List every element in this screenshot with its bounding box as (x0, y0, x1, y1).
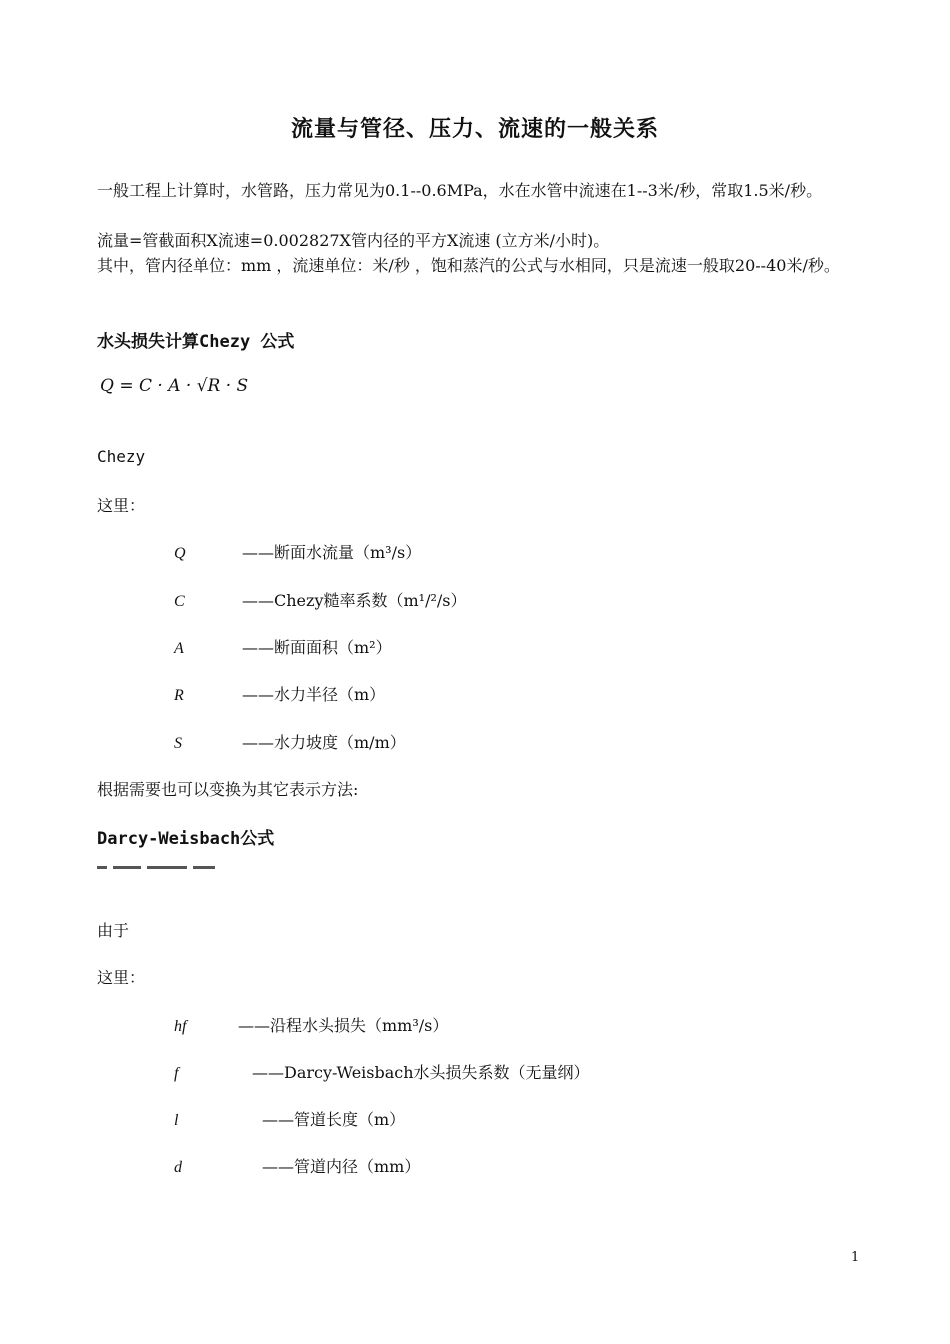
chezy-formula-text: Q = C · A · √R · S (100, 376, 249, 396)
def-symbol: l (174, 1112, 179, 1129)
intro-paragraph-3: 其中，管内径单位：mm ，流速单位：米/秒 ，饱和蒸汽的公式与水相同，只是流速一般取20--40米/秒。 (97, 256, 840, 275)
chezy-def-r (174, 682, 385, 705)
darcy-def-d (174, 1154, 420, 1177)
chezy-where-label: 这里： (97, 496, 146, 515)
chezy-def-s (174, 730, 406, 753)
def-description: ——管道长度（m） (262, 1110, 406, 1129)
darcy-def-l (174, 1107, 405, 1130)
chezy-def-q (174, 540, 421, 563)
chezy-def-c (174, 588, 466, 611)
chezy-def-a (174, 635, 392, 658)
def-description: ——水力坡度（m/m） (242, 733, 406, 752)
conversion-note: 根据需要也可以变换为其它表示方法: (97, 780, 359, 799)
def-symbol: hf (174, 1018, 187, 1035)
intro-paragraph-2: 流量=管截面积X流速=0.002827X管内径的平方X流速 (立方米/小时)。 (97, 231, 610, 250)
def-symbol: S (174, 735, 182, 752)
cropped-formula-image (97, 866, 247, 872)
def-description: ——管道内径（mm） (262, 1157, 421, 1176)
def-description: ——水力半径（m） (242, 685, 386, 704)
darcy-def-hf (174, 1013, 448, 1036)
def-symbol: R (174, 687, 184, 704)
darcy-heading: Darcy-Weisbach公式 (97, 829, 275, 849)
page-title: 流量与管径、压力、流速的一般关系 (290, 116, 659, 142)
chezy-label: Chezy (97, 447, 146, 466)
def-symbol: A (174, 640, 184, 657)
def-symbol: d (174, 1159, 182, 1176)
def-description: ——Chezy糙率系数（m¹/²/s） (242, 591, 467, 610)
def-description: ——Darcy-Weisbach水头损失系数（无量纲） (252, 1063, 590, 1082)
darcy-def-f (174, 1060, 590, 1083)
chezy-formula (100, 376, 248, 396)
page-number: 1 (851, 1250, 860, 1265)
def-symbol: C (174, 593, 185, 610)
def-description: ——断面水流量（m³/s） (242, 543, 422, 562)
darcy-since-label: 由于 (97, 921, 130, 940)
chezy-heading: 水头损失计算Chezy 公式 (97, 332, 295, 352)
def-description: ——沿程水头损失（mm³/s） (238, 1016, 449, 1035)
darcy-where-label: 这里： (97, 968, 146, 987)
def-symbol: f (174, 1065, 179, 1082)
def-symbol: Q (174, 545, 186, 562)
intro-paragraph-1: 一般工程上计算时，水管路，压力常见为0.1--0.6MPa，水在水管中流速在1--3米/秒，常取1.5米/秒。 (97, 181, 823, 200)
def-description: ——断面面积（m²） (242, 638, 392, 657)
